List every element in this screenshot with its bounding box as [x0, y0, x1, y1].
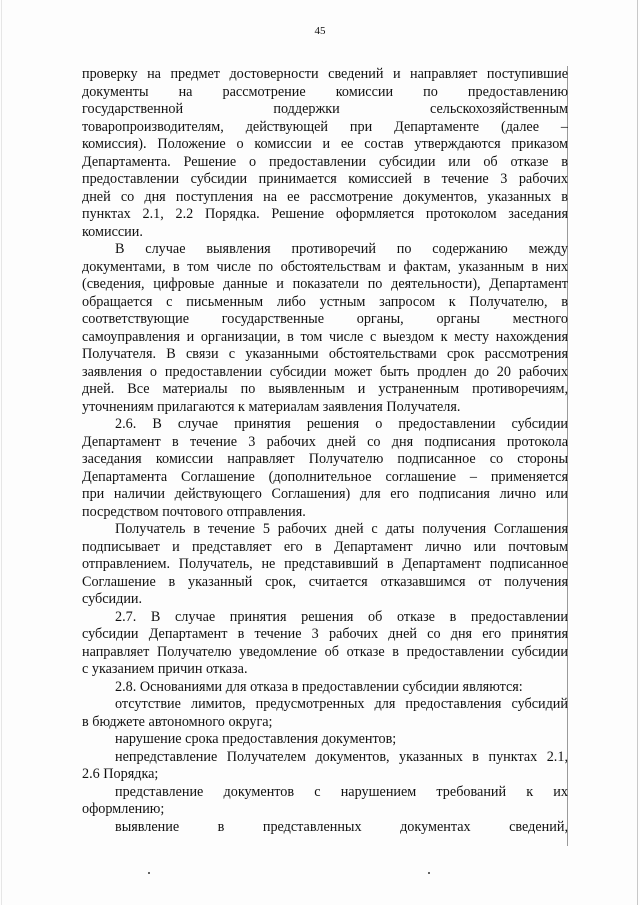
text-line: уточнениям прилагаются к материалам заявления Получателя.	[82, 398, 461, 415]
text-line: оформлению;	[82, 801, 165, 817]
text-line: Департамент в течение 3 рабочих дней со дня подписания протокола	[82, 433, 568, 450]
text-line: самоуправления и организации, в том числе с выездом к месту нахождения	[82, 328, 568, 345]
text-line: 2.6 Порядка;	[82, 766, 159, 782]
text-line: Департамента Соглашение (дополнительное соглашение – применяется	[82, 468, 568, 485]
text-line: (сведения, цифровые данные и показатели по деятельности), Департамент	[82, 276, 568, 292]
text-line: документами, в том числе по обстоятельствам и фактам, указанным в них	[82, 258, 568, 275]
text-line: 2.8. Основаниями для отказа в предоставлении субсидии являются:	[115, 678, 523, 695]
page-edge-right	[637, 0, 638, 905]
text-line: Получателя. В связи с указанными обстоятельствами срок рассмотрения	[82, 346, 568, 362]
text-line: при наличии действующего Соглашения) для его подписания лично или	[82, 486, 568, 502]
text-line: отсутствие лимитов, предусмотренных для предоставления субсидий	[115, 696, 568, 712]
text-line: заседания комиссии направляет Получателю подписанное со стороны	[82, 451, 568, 467]
text-line: государственной поддержки сельскохозяйственным	[82, 101, 568, 117]
text-line: комиссии.	[82, 223, 143, 240]
text-line: направляет Получателю уведомление об отказе в предоставлении субсидии	[82, 643, 568, 660]
text-line: посредством почтового отправления.	[82, 503, 306, 520]
document-body	[82, 66, 568, 836]
text-line: непредставление Получателем документов, указанных в пунктах 2.1,	[115, 748, 568, 765]
text-line: 2.7. В случае принятия решения об отказе в предоставлении	[115, 608, 568, 625]
text-line: дней. Все материалы по выявленным и устраненным противоречиям,	[82, 381, 568, 397]
text-line: выявление в представленных документах сведений,	[115, 818, 568, 835]
text-line: проверку на предмет достоверности сведений и направляет поступившие	[82, 66, 568, 82]
text-line: субсидии.	[82, 591, 143, 607]
text-line: в бюджете автономного округа;	[82, 713, 273, 730]
text-line: отправлением. Получатель, не представивший в Департамент подписанное	[82, 556, 568, 572]
text-line: комиссия). Положение о комиссии и ее состав утверждаются приказом	[82, 136, 568, 152]
text-line: заявления о предоставлении субсидии может быть продлен до 20 рабочих	[82, 363, 568, 380]
text-line: дней со дня поступления на ее рассмотрение документов, указанных в	[82, 188, 568, 205]
text-line: Получатель в течение 5 рабочих дней с даты получения Соглашения	[115, 521, 568, 537]
text-line: Департамента. Решение о предоставлении субсидии или об отказе в	[82, 153, 568, 170]
text-line: представление документов с нарушением требований к их	[115, 783, 568, 800]
scan-speck	[148, 872, 150, 874]
scan-speck	[428, 872, 430, 874]
text-line: Соглашение в указанный срок, считается отказавшимся от получения	[82, 573, 568, 590]
text-line: с указанием причин отказа.	[82, 661, 248, 677]
text-line: В случае выявления противоречий по содержанию между	[115, 241, 568, 257]
text-line: документы на рассмотрение комиссии по предоставлению	[82, 83, 568, 100]
text-line: обращается с письменным либо устным запросом к Получателю, в	[82, 293, 568, 310]
text-line: предоставлении субсидии принимается комиссией в течение 3 рабочих	[82, 171, 568, 187]
text-line: товаропроизводителям, действующей при Департаменте (далее –	[82, 118, 568, 135]
text-line: подписывает и представляет его в Департамент лично или почтовым	[82, 538, 568, 555]
text-line: 2.6. В случае принятия решения о предоставлении субсидии	[115, 416, 568, 432]
page-number: 45	[314, 25, 326, 37]
text-line: соответствующие государственные органы, органы местного	[82, 311, 568, 327]
text-line: пунктах 2.1, 2.2 Порядка. Решение оформляется протоколом заседания	[82, 206, 568, 222]
text-line: субсидии Департамент в течение 3 рабочих дней со дня его принятия	[82, 626, 568, 642]
page-edge-left	[1, 0, 2, 905]
text-line: нарушение срока предоставления документов;	[115, 731, 397, 747]
